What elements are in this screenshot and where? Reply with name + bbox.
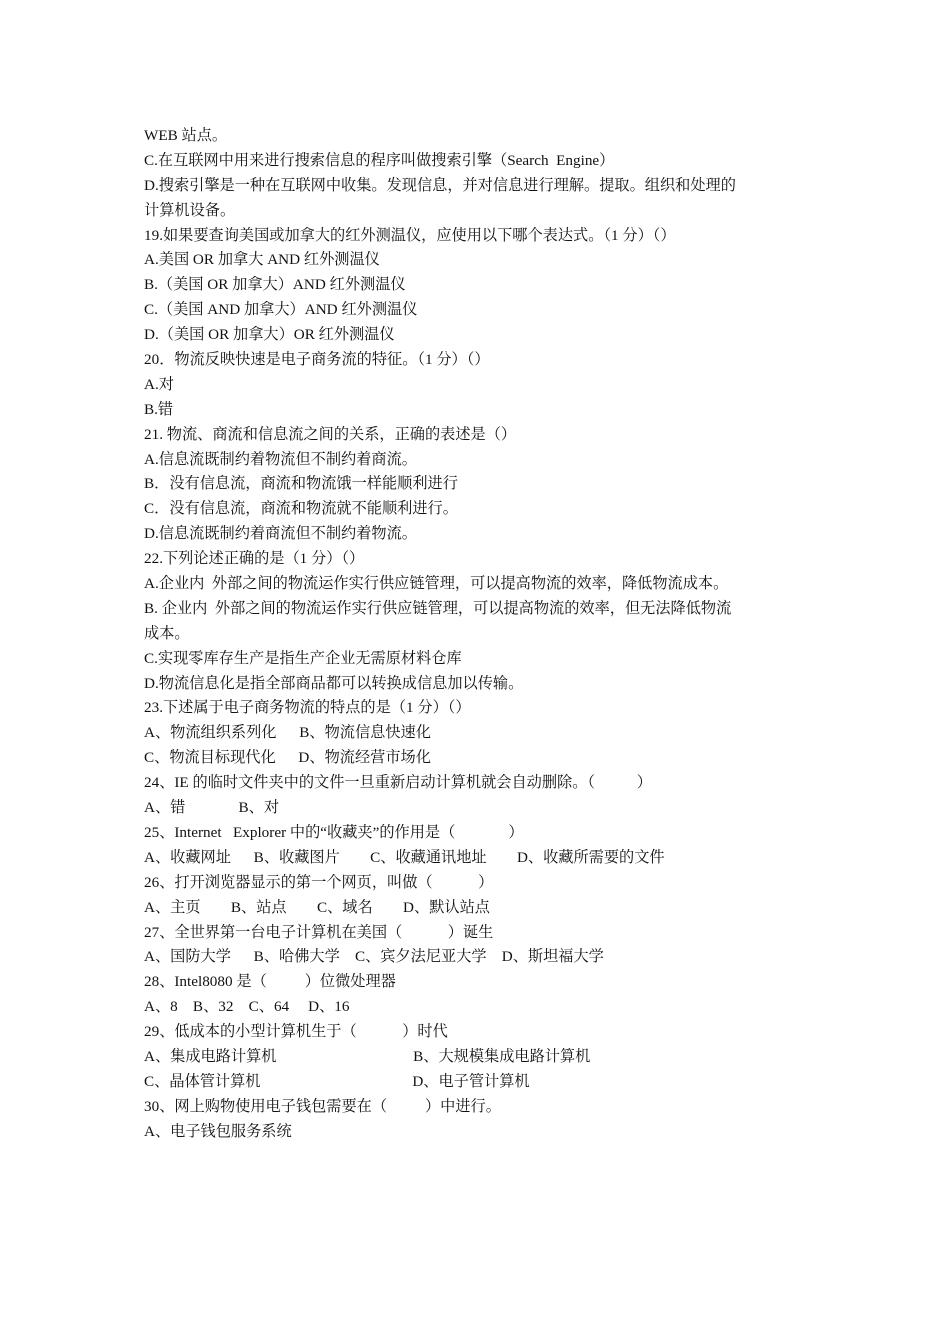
text-line: 计算机设备。: [144, 201, 236, 219]
text-line: A、电子钱包服务系统: [144, 1122, 292, 1140]
text-line: 29、低成本的小型计算机生于（ ）时代: [144, 1023, 448, 1041]
text-line: 19.如果要查询美国或加拿大的红外测温仪，应使用以下哪个表达式。（1 分）（）: [144, 226, 676, 244]
text-line: 28、Intel8080 是（ ）位微处理器: [144, 973, 396, 991]
text-line: 25、Internet Explorer 中的“收藏夹”的作用是（ ）: [144, 823, 524, 841]
text-line: A、错 B、对: [144, 799, 280, 817]
text-line: A、8 B、32 C、64 D、16: [144, 998, 350, 1016]
text-line: 27、全世界第一台电子计算机在美国（ ）诞生: [144, 923, 494, 941]
text-line: A.美国 OR 加拿大 AND 红外测温仪: [144, 251, 380, 269]
text-line: D.搜索引擎是一种在互联网中收集。发现信息，并对信息进行理解。提取。组织和处理的: [144, 176, 736, 194]
text-line: A.对: [144, 375, 174, 393]
text-line: 21. 物流、商流和信息流之间的关系，正确的表述是（）: [144, 425, 517, 443]
text-line: C．没有信息流，商流和物流就不能顺利进行。: [144, 500, 458, 518]
text-line: A、收藏网址 B、收藏图片 C、收藏通讯地址 D、收藏所需要的文件: [144, 848, 665, 866]
text-line: B.（美国 OR 加拿大）AND 红外测温仪: [144, 276, 406, 294]
text-line: 30、网上购物使用电子钱包需要在（ ）中进行。: [144, 1097, 501, 1115]
text-line: 24、IE 的临时文件夹中的文件一旦重新启动计算机就会自动删除。（ ）: [144, 774, 652, 792]
text-line: A、国防大学 B、哈佛大学 C、宾夕法尼亚大学 D、斯坦福大学: [144, 948, 604, 966]
text-line: A.企业内 外部之间的物流运作实行供应链管理，可以提高物流的效率，降低物流成本。: [144, 575, 729, 593]
text-line: WEB 站点。: [144, 127, 228, 144]
text-line: A、物流组织系列化 B、物流信息快速化: [144, 724, 431, 742]
text-line: 23.下述属于电子商务物流的特点的是（1 分）（）: [144, 699, 471, 717]
text-line: 26、打开浏览器显示的第一个网页，叫做（ ）: [144, 873, 494, 891]
text-line: 22.下列论述正确的是（1 分）（）: [144, 550, 365, 568]
text-line: C、晶体管计算机 D、电子管计算机: [144, 1072, 530, 1090]
text-line: B．没有信息流，商流和物流饿一样能顺利进行: [144, 475, 458, 493]
text-line: A.信息流既制约着物流但不制约着商流。: [144, 450, 417, 468]
text-line: D.信息流既制约着商流但不制约着物流。: [144, 525, 417, 543]
text-line: B. 企业内 外部之间的物流运作实行供应链管理，可以提高物流的效率，但无法降低物流: [144, 599, 732, 617]
text-line: C、物流目标现代化 D、物流经营市场化: [144, 749, 431, 767]
text-line: A、集成电路计算机 B、大规模集成电路计算机: [144, 1047, 591, 1065]
text-line: D.物流信息化是指全部商品都可以转换成信息加以传输。: [144, 674, 524, 692]
document-body: [144, 124, 824, 1145]
text-line: B.错: [144, 400, 174, 418]
text-line: C.（美国 AND 加拿大）AND 红外测温仪: [144, 301, 418, 319]
text-line: C.在互联网中用来进行搜索信息的程序叫做搜索引擎（Search Engine）: [144, 151, 615, 169]
text-line: 成本。: [144, 624, 190, 642]
text-line: A、主页 B、站点 C、域名 D、默认站点: [144, 898, 490, 916]
text-line: D.（美国 OR 加拿大）OR 红外测温仪: [144, 326, 395, 344]
text-line: 20．物流反映快速是电子商务流的特征。（1 分）（）: [144, 351, 490, 369]
text-line: C.实现零库存生产是指生产企业无需原材料仓库: [144, 649, 462, 667]
